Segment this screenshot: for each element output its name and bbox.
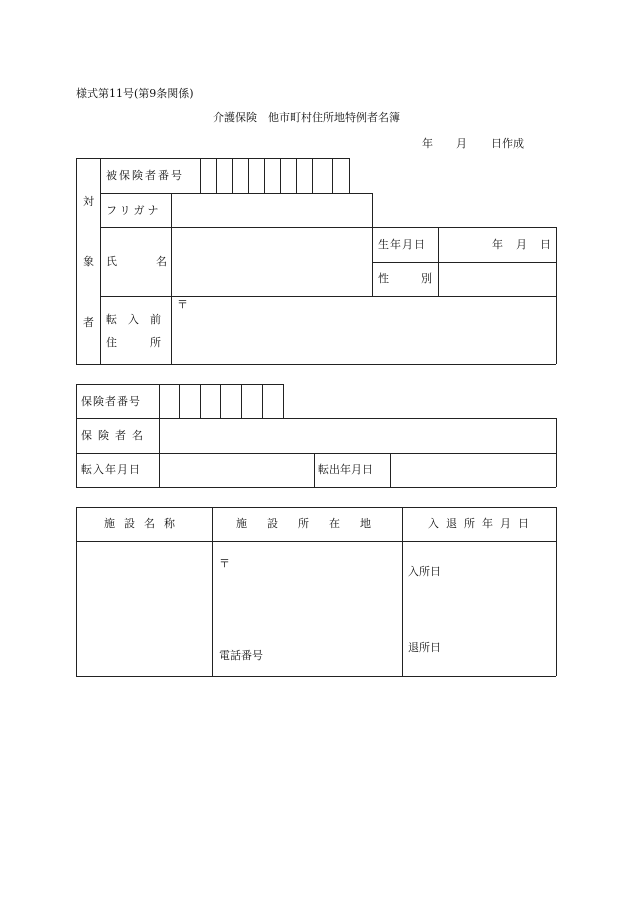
- move-in-date-field[interactable]: [160, 454, 313, 486]
- birth-day-label: 日: [540, 238, 551, 251]
- entry-exit-date-header: 入退所年月日: [428, 517, 536, 530]
- facility-name-header: 施設名称: [104, 517, 184, 530]
- prev-address-label-line2: 住 所: [106, 336, 161, 349]
- name-label-part1: 氏: [106, 255, 117, 268]
- facility-address-field[interactable]: [213, 542, 401, 675]
- sex-label-part2: 別: [421, 272, 432, 285]
- facility-postal-mark-icon: 〒: [219, 557, 230, 570]
- move-in-date-label: 転入年月日: [81, 463, 141, 476]
- name-label-part2: 名: [156, 255, 167, 268]
- insurer-name-label: 保険者名: [81, 429, 149, 442]
- document-title: 介護保険 他市町村住所地特例者名簿: [213, 111, 400, 124]
- entry-date-label: 入所日: [408, 565, 441, 578]
- move-out-date-field[interactable]: [391, 454, 555, 486]
- insurer-number-field[interactable]: [160, 385, 282, 417]
- insurer-name-field[interactable]: [160, 419, 555, 452]
- sex-label-part1: 性: [378, 272, 389, 285]
- birth-date-label: 生年月日: [378, 238, 426, 251]
- birth-month-label: 月: [516, 238, 527, 251]
- form-number: 様式第11号(第9条関係): [76, 87, 194, 100]
- subject-side-label-1: 対: [83, 195, 94, 208]
- phone-number-label: 電話番号: [219, 649, 263, 662]
- subject-side-label-2: 象: [83, 255, 94, 268]
- move-out-date-label: 転出年月日: [318, 463, 373, 476]
- facility-name-field[interactable]: [77, 542, 211, 675]
- prev-address-label-line1: 転 入 前: [106, 313, 161, 326]
- name-field[interactable]: [172, 228, 371, 295]
- subject-side-label-3: 者: [83, 316, 94, 329]
- birth-year-label: 年: [492, 238, 503, 251]
- date-month-label: 月: [456, 137, 467, 150]
- insured-number-label: 被保険者番号: [106, 169, 184, 182]
- exit-date-label: 退所日: [408, 641, 441, 654]
- sex-field[interactable]: [439, 263, 555, 295]
- facility-address-header: 施設所在地: [236, 517, 391, 530]
- date-year-label: 年: [422, 137, 433, 150]
- date-created-label: 日作成: [491, 137, 524, 150]
- prev-address-field[interactable]: [172, 297, 555, 363]
- furigana-label: フリガナ: [106, 204, 162, 217]
- insurer-number-label: 保険者番号: [81, 395, 141, 408]
- postal-mark-icon: 〒: [177, 298, 188, 311]
- insured-number-field[interactable]: [200, 158, 349, 193]
- furigana-field[interactable]: [172, 194, 371, 226]
- entry-exit-date-field[interactable]: [403, 542, 555, 675]
